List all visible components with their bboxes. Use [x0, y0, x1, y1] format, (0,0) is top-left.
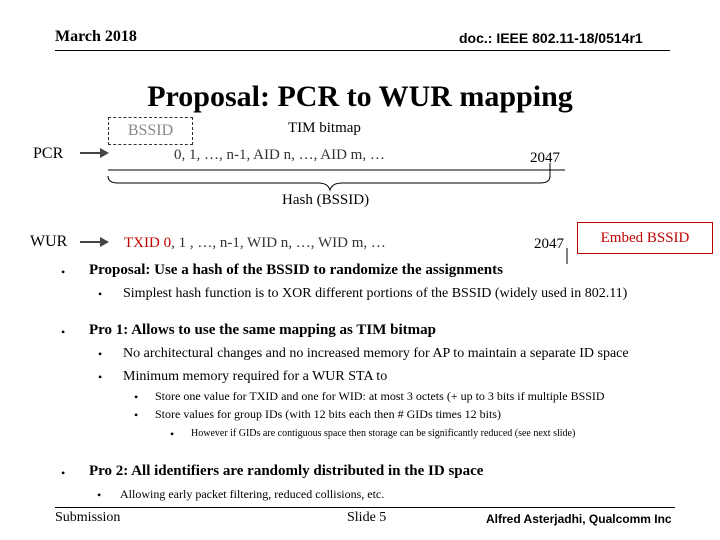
bullet-dot: •: [98, 347, 103, 361]
bullet-dot: •: [170, 427, 175, 441]
wur-end-value: 2047: [534, 236, 564, 252]
footer-slide-number: Slide 5: [347, 510, 387, 525]
bullet-dot: •: [98, 287, 103, 301]
bullet-dot: •: [134, 390, 139, 404]
bullet-dot: •: [98, 370, 103, 384]
tim-bitmap-label: TIM bitmap: [288, 120, 361, 136]
wur-seq-suffix: , 1 , …, n-1, WID n, …, WID m, …: [171, 235, 386, 251]
header-doc-id: doc.: IEEE 802.11-18/0514r1: [459, 30, 643, 46]
wur-label: WUR: [30, 233, 68, 250]
pcr-label: PCR: [33, 145, 64, 162]
wur-arrow: [80, 237, 109, 247]
bullet-contiguous-gids: However if GIDs are contiguous space then storage can be significantly reduced (see next slide): [191, 428, 576, 439]
wur-seq-prefix: TXID: [124, 235, 164, 251]
bullet-no-arch-changes: No architectural changes and no increased memory for AP to maintain a separate ID space: [123, 346, 629, 361]
bullet-pro1: Pro 1: Allows to use the same mapping as TIM bitmap: [89, 322, 436, 338]
pcr-arrow: [80, 148, 109, 158]
header-date: March 2018: [55, 28, 137, 45]
wur-sequence: [124, 235, 386, 252]
bullet-hash-xor: Simplest hash function is to XOR different portions of the BSSID (widely used in 802.11): [123, 286, 628, 301]
bullet-pro2: Pro 2: All identifiers are randomly distributed in the ID space: [89, 463, 484, 479]
pcr-sequence: 0, 1, …, n-1, AID n, …, AID m, …: [174, 147, 385, 163]
bullet-min-memory: Minimum memory required for a WUR STA to: [123, 369, 388, 384]
bullet-dot: •: [134, 408, 139, 422]
hash-brace: [108, 176, 550, 190]
bullet-dot: •: [61, 325, 66, 339]
bullet-dot: •: [61, 466, 66, 480]
bullet-early-filtering: Allowing early packet filtering, reduced collisions, etc.: [120, 487, 385, 501]
pcr-end-value: 2047: [530, 150, 560, 166]
bullet-store-txid-wid: Store one value for TXID and one for WID: at most 3 octets (+ up to 3 bits if multiple BSSID: [155, 389, 605, 403]
hash-label: Hash (BSSID): [282, 192, 370, 208]
wur-seq-zero: 0: [163, 235, 172, 251]
footer-submission: Submission: [55, 510, 121, 525]
bssid-box: BSSID: [108, 117, 193, 145]
bullet-dot: •: [61, 265, 66, 279]
bullet-proposal: Proposal: Use a hash of the BSSID to randomize the assignments: [89, 262, 503, 278]
footer-divider: [55, 507, 675, 508]
slide-title: Proposal: PCR to WUR mapping: [147, 80, 573, 113]
bullet-store-gids: Store values for group IDs (with 12 bits each then # GIDs times 12 bits): [155, 407, 501, 421]
footer-author: Alfred Asterjadhi, Qualcomm Inc: [486, 512, 672, 526]
bullet-dot: •: [97, 488, 102, 502]
embed-bssid-box: Embed BSSID: [577, 222, 713, 254]
